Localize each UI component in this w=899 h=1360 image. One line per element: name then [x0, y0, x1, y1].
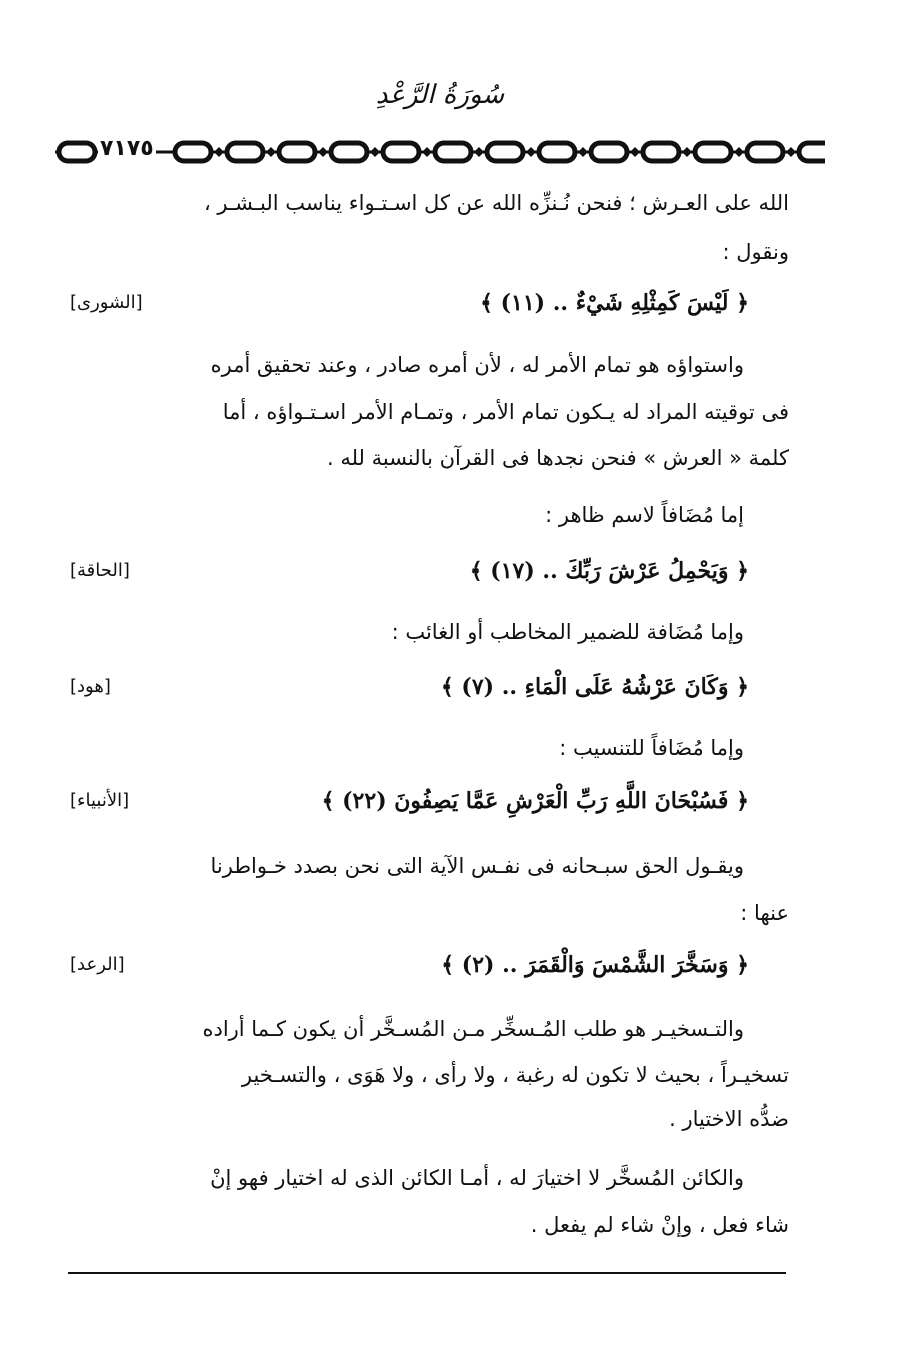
- text-line: كلمة « العرش » فنحن نجدها فى القرآن بالنسبة لله .: [326, 446, 789, 470]
- surah-reference: [الرعد]: [70, 954, 125, 975]
- text-line: واستواؤه هو تمام الأمر له ، لأن أمره صادر ، وعند تحقيق أمره: [210, 353, 744, 377]
- text-line: إما مُضَافاً لاسم ظاهر :: [545, 503, 744, 527]
- quran-verse: ﴿ وَكَانَ عَرْشُهُ عَلَى الْمَاءِ .. (٧) ﴾: [440, 674, 749, 700]
- text-line: وإما مُضَافة للضمير المخاطب أو الغائب :: [391, 620, 744, 644]
- surah-reference: [هود]: [70, 676, 111, 697]
- quran-verse: ﴿ وَسَخَّرَ الشَّمْسَ وَالْقَمَرَ .. (٢) ﴾: [441, 952, 749, 978]
- surah-reference: [الحاقة]: [70, 560, 130, 581]
- text-line: والتـسخيـر هو طلب المُـسخِّر مـن المُسـخَّر أن يكون كـما أراده: [202, 1017, 744, 1041]
- page-number: ٧١٧٥: [100, 136, 154, 161]
- footer-rule: [68, 1272, 786, 1274]
- text-line: ونقول :: [722, 240, 789, 264]
- quran-verse: ﴿ وَيَحْمِلُ عَرْشَ رَبِّكَ .. (١٧) ﴾: [469, 558, 749, 584]
- text-line: تسخيـراً ، بحيث لا تكون له رغبة ، ولا رأى ، ولا هَوَى ، والتسـخير: [241, 1063, 789, 1087]
- text-line: فى توقيته المراد له يـكون تمام الأمر ، وتمـام الأمر اسـتـواؤه ، أما: [222, 400, 789, 424]
- text-line: شاء فعل ، وإنْ شاء لم يفعل .: [530, 1213, 789, 1237]
- surah-reference: [الأنبياء]: [70, 790, 130, 811]
- text-line: عنها :: [740, 901, 789, 925]
- text-line: والكائن المُسخَّر لا اختيارَ له ، أمـا الكائن الذى له اختيار فهو إنْ: [210, 1166, 744, 1190]
- quran-verse: ﴿ فَسُبْحَانَ اللَّهِ رَبِّ الْعَرْشِ عَمَّا يَصِفُونَ (٢٢) ﴾: [321, 788, 749, 814]
- surah-reference: [الشورى]: [70, 292, 143, 313]
- text-line: وإما مُضَافاً للتنسيب :: [559, 736, 744, 760]
- text-line: ضدُّه الاختيار .: [669, 1107, 789, 1131]
- quran-verse: ﴿ لَيْسَ كَمِثْلِهِ شَيْءٌ .. (١١) ﴾: [480, 290, 749, 316]
- text-line: الله على العـرش ؛ فنحن نُـنزِّه الله عن كل اسـتـواء يناسب البـشـر ،: [203, 191, 789, 215]
- header-ornament-border: [55, 134, 825, 170]
- surah-title: سُورَةُ الرَّعْدِ: [375, 80, 505, 110]
- text-line: ويقـول الحق سبـحانه فى نفـس الآية التى نحن بصدد خـواطرنا: [210, 854, 744, 878]
